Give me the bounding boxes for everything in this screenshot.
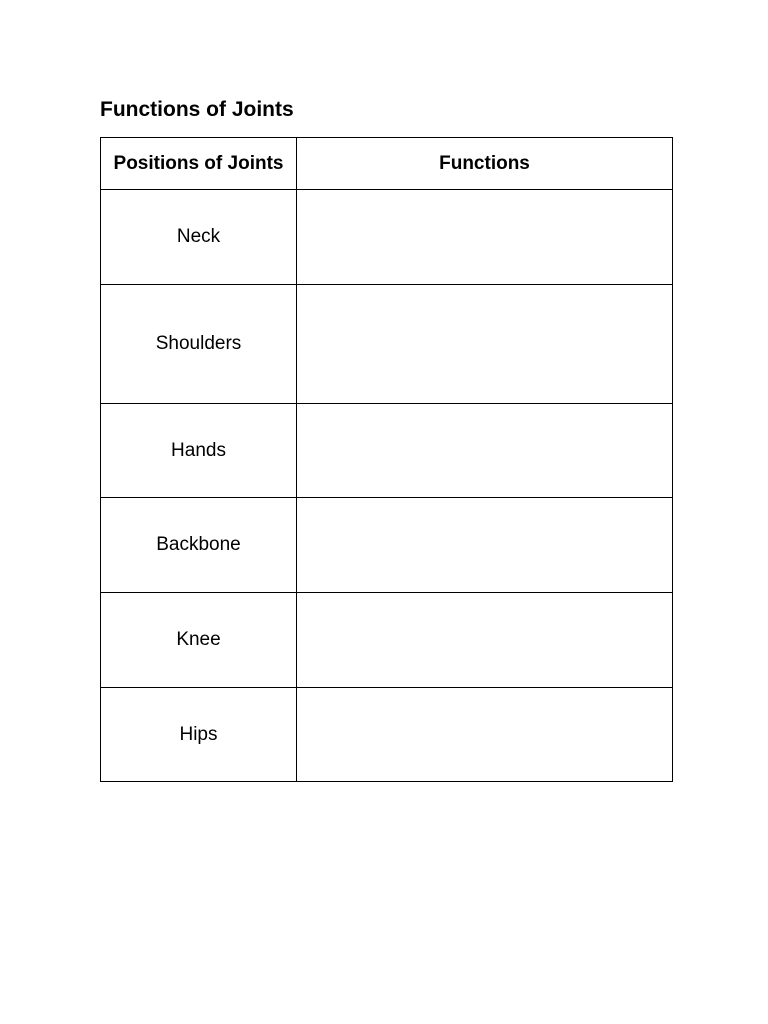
joint-name-cell: Neck (101, 190, 297, 285)
header-functions: Functions (297, 138, 673, 190)
joint-name-cell: Shoulders (101, 285, 297, 404)
table-row (101, 190, 673, 285)
joint-name-cell: Hips (101, 688, 297, 782)
table-row (101, 498, 673, 593)
function-answer-cell[interactable] (297, 593, 673, 688)
joints-table (100, 137, 673, 782)
header-positions-of-joints: Positions of Joints (101, 138, 297, 190)
table-row (101, 688, 673, 782)
table-row (101, 593, 673, 688)
page-title: Functions of Joints (100, 98, 294, 121)
function-answer-cell[interactable] (297, 498, 673, 593)
joint-name-cell: Backbone (101, 498, 297, 593)
function-answer-cell[interactable] (297, 404, 673, 498)
function-answer-cell[interactable] (297, 285, 673, 404)
joint-name-cell: Knee (101, 593, 297, 688)
table-header-row (101, 138, 673, 190)
table-row (101, 404, 673, 498)
function-answer-cell[interactable] (297, 688, 673, 782)
table-row (101, 285, 673, 404)
function-answer-cell[interactable] (297, 190, 673, 285)
joint-name-cell: Hands (101, 404, 297, 498)
